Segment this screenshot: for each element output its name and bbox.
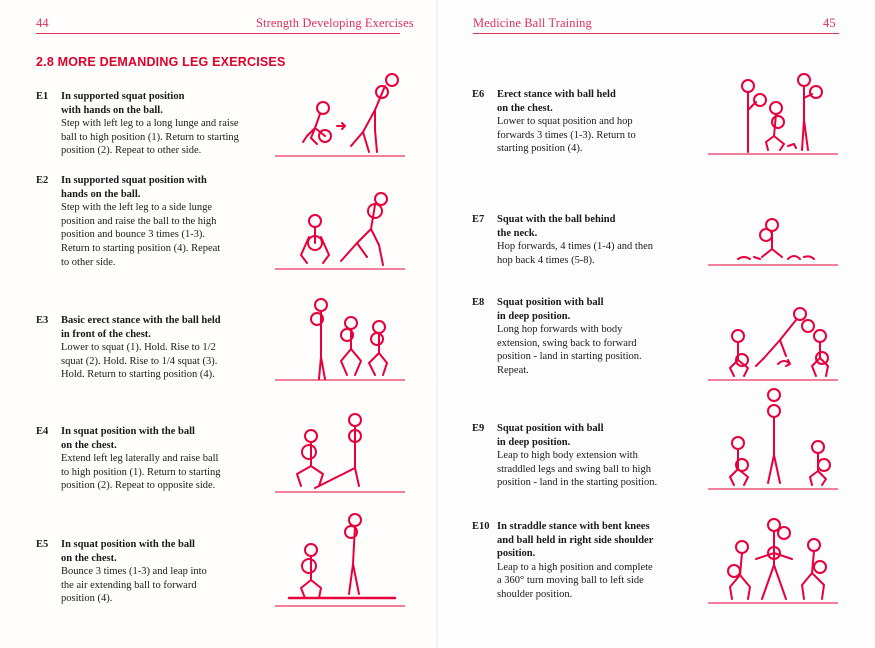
exercise-title: Squat position with ball bbox=[497, 297, 604, 308]
exercise-description: shoulder position. bbox=[497, 588, 573, 600]
exercise-description: Extend left leg laterally and raise ball bbox=[61, 453, 219, 465]
exercise-description: Hop forwards, 4 times (1-4) and then bbox=[497, 241, 654, 253]
exercise-description: squat (2). Hold. Rise to 1/4 squat (3). bbox=[61, 355, 218, 367]
section-title: 2.8 MORE DEMANDING LEG EXERCISES bbox=[36, 55, 286, 69]
exercise-description: Leap to a high position and complete bbox=[497, 561, 653, 573]
exercise-title: with hands on the ball. bbox=[61, 104, 163, 116]
exercise-description: position (2). Repeat to opposite side. bbox=[61, 480, 216, 492]
exercise-description: position (4). bbox=[61, 593, 113, 605]
exercise-title: In supported squat position bbox=[61, 91, 185, 102]
page-number-right: 45 bbox=[823, 16, 836, 30]
exercise-description: position and bounce 3 times (1-3). bbox=[61, 229, 206, 241]
figure-e8 bbox=[708, 296, 838, 384]
exercise-number: E9 bbox=[472, 423, 485, 434]
exercise-description: position - land in the starting position. bbox=[497, 477, 658, 489]
exercise-title: Squat position with ball bbox=[497, 423, 604, 434]
exercise-title: In squat position with the ball bbox=[61, 426, 195, 437]
exercise-title: in deep position. bbox=[497, 310, 571, 322]
exercise-description: starting position (4). bbox=[497, 143, 583, 155]
exercise-number: E2 bbox=[36, 175, 49, 186]
exercise-title: position. bbox=[497, 548, 536, 560]
exercise-title: in front of the chest. bbox=[61, 328, 151, 340]
exercise-number: E3 bbox=[36, 315, 49, 326]
header-rule-left bbox=[36, 33, 400, 34]
exercise-title: Basic erect stance with the ball held bbox=[61, 315, 221, 326]
exercise-description: a 360° turn moving ball to left side bbox=[497, 575, 644, 587]
exercise-description: hop back 4 times (5-8). bbox=[497, 254, 595, 266]
figure-e3 bbox=[275, 293, 405, 385]
figure-e9 bbox=[708, 385, 838, 495]
exercise-number: E8 bbox=[472, 297, 485, 308]
exercise-title: Erect stance with ball held bbox=[497, 89, 616, 100]
figure-e7 bbox=[708, 215, 838, 270]
figure-e4 bbox=[275, 408, 405, 498]
exercise-title: In supported squat position with bbox=[61, 175, 207, 186]
exercise-title: on the chest. bbox=[61, 552, 117, 564]
exercise-description: forwards 3 times (1-3). Return to bbox=[497, 129, 636, 141]
exercise-title: the neck. bbox=[497, 227, 538, 239]
figure-e10 bbox=[708, 515, 838, 610]
exercise-number: E7 bbox=[472, 214, 485, 225]
exercise-number: E6 bbox=[472, 89, 485, 100]
exercise-title: on the chest. bbox=[497, 102, 553, 114]
page-number-left: 44 bbox=[36, 16, 49, 30]
exercise-description: Step with the left leg to a side lunge bbox=[61, 202, 213, 214]
exercise-description: position and raise the ball to the high bbox=[61, 215, 217, 227]
exercise-description: straddled legs and swing ball to high bbox=[497, 463, 651, 475]
exercise-description: ball to high position (1). Return to starting bbox=[61, 131, 239, 143]
exercise-description: Leap to high body extension with bbox=[497, 450, 638, 462]
exercise-description: Repeat. bbox=[497, 364, 529, 376]
exercise-number: E1 bbox=[36, 91, 49, 102]
exercise-number: E5 bbox=[36, 539, 49, 550]
exercise-description: Lower to squat (1). Hold. Rise to 1/2 bbox=[61, 342, 216, 354]
exercise-title: In straddle stance with bent knees bbox=[497, 521, 650, 532]
running-head-left: Strength Developing Exercises bbox=[256, 16, 414, 30]
exercise-description: to other side. bbox=[61, 256, 116, 268]
running-head-right: Medicine Ball Training bbox=[473, 16, 592, 30]
exercise-title: in deep position. bbox=[497, 436, 571, 448]
exercise-description: Bounce 3 times (1-3) and leap into bbox=[61, 566, 207, 578]
header-rule-right bbox=[473, 33, 839, 34]
exercise-description: Step with left leg to a long lunge and raise bbox=[61, 118, 239, 130]
exercise-description: Return to starting position (4). Repeat bbox=[61, 242, 221, 254]
right-page bbox=[438, 0, 875, 648]
figure-e1 bbox=[275, 70, 405, 160]
exercise-title: and ball held in right side shoulder bbox=[497, 534, 654, 546]
exercise-title: Squat with the ball behind bbox=[497, 214, 616, 225]
exercise-description: Long hop forwards with body bbox=[497, 324, 623, 336]
exercise-description: position - land in starting position. bbox=[497, 351, 642, 363]
exercise-title: In squat position with the ball bbox=[61, 539, 195, 550]
exercise-description: extension, swing back to forward bbox=[497, 337, 637, 349]
exercise-description: position (2). Repeat to other side. bbox=[61, 145, 202, 157]
exercise-description: the air extending ball to forward bbox=[61, 579, 197, 591]
exercise-number: E10 bbox=[472, 521, 490, 532]
exercise-title: hands on the ball. bbox=[61, 188, 141, 200]
exercise-description: to high position (1). Return to starting bbox=[61, 466, 221, 478]
exercise-title: on the chest. bbox=[61, 439, 117, 451]
exercise-description: Lower to squat position and hop bbox=[497, 116, 633, 128]
exercise-number: E4 bbox=[36, 426, 49, 437]
figure-e6 bbox=[708, 70, 838, 160]
figure-e5 bbox=[275, 510, 405, 610]
exercise-description: Hold. Return to starting position (4). bbox=[61, 369, 215, 381]
figure-e2 bbox=[275, 185, 405, 275]
